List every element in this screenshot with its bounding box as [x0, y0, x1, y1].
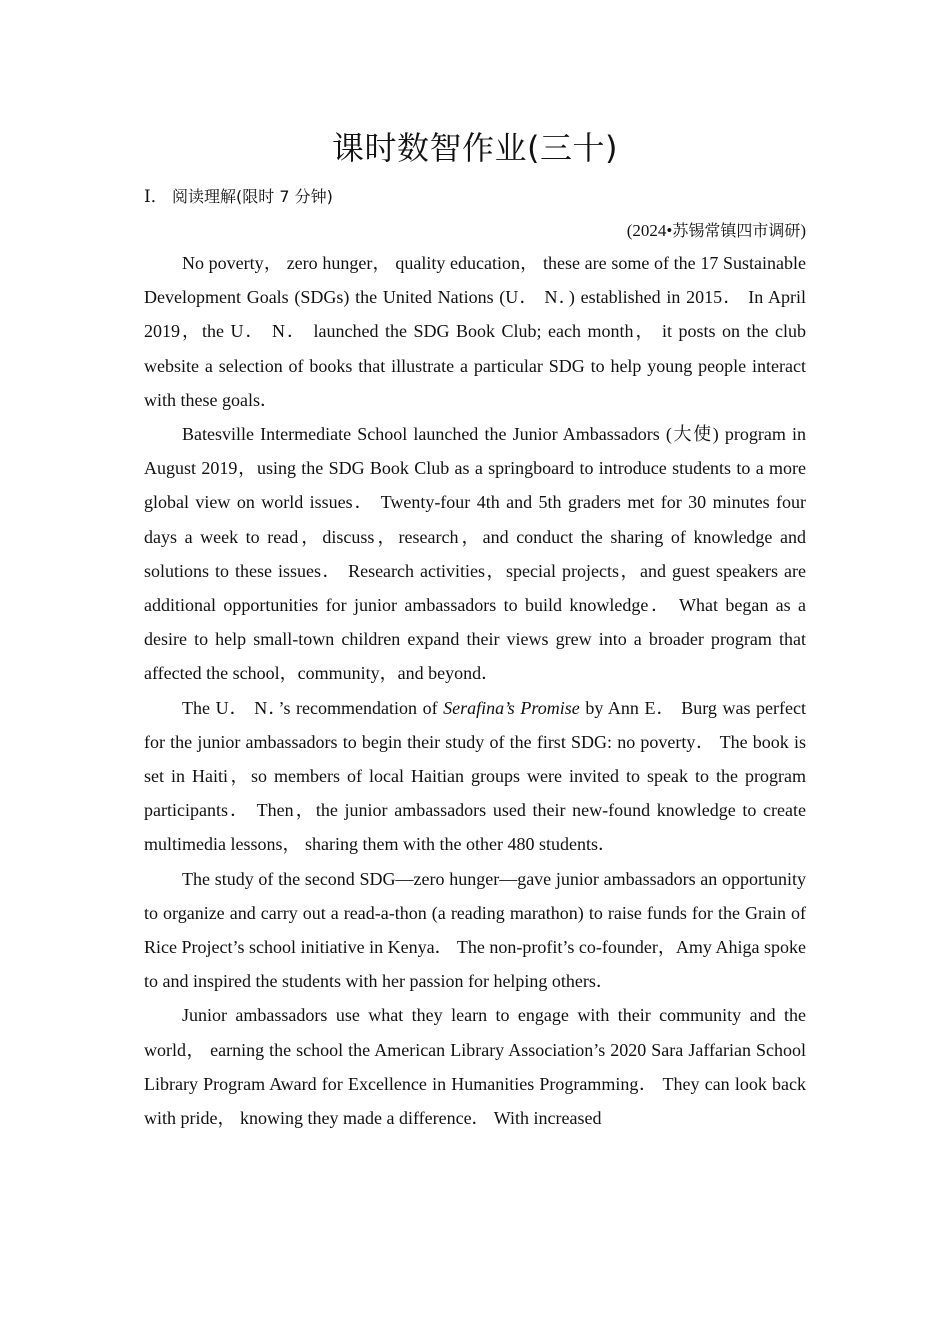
paragraph-1: No poverty， zero hunger， quality education， these are some of the 17 Sustainable Development Goals (SDGs) the United Nations (U． N．) established in 2015． In April 2019，the U． N． launched the SDG Book Club; each month， it posts on the club website a selection of books that illustrate a particular SDG to help young people interact with these goals．	[144, 253, 806, 410]
source-separator: •	[666, 221, 673, 240]
passage-source	[144, 218, 806, 244]
reading-passage	[144, 246, 806, 1135]
section-time-limit: (限时 7 分钟)	[235, 187, 333, 206]
section-number: Ⅰ．	[144, 187, 168, 206]
paragraph-5: Junior ambassadors use what they learn to engage with their community and the world， earning the school the American Library Association’s 2020 Sara Jaffarian School Library Program Award for Excellence in Humanities Programming． They can look back with pride， knowing they made a difference． With increased	[144, 1005, 806, 1129]
paragraph-4: The study of the second SDG—zero hunger—gave junior ambassadors an opportunity to organize and carry out a read-a-thon (a reading marathon) to raise funds for the Grain of Rice Project’s school initiative in Kenya． The non-profit’s co-founder，Amy Ahiga spoke to and inspired the students with her passion for helping others．	[144, 868, 806, 992]
section-heading	[144, 184, 806, 210]
worksheet-title: 课时数智作业(三十)	[332, 129, 618, 167]
source-name: 苏锡常镇四市调研	[672, 221, 801, 240]
source-year: (2024	[626, 221, 667, 240]
section-name: 阅读理解	[171, 187, 236, 206]
paragraph-3	[144, 691, 806, 862]
source-close: )	[800, 221, 806, 240]
paragraph-2: Batesville Intermediate School launched the Junior Ambassadors (大使) program in August 2019，using the SDG Book Club as a springboard to introduce students to a more global view on world issues． Twenty-four 4th and 5th graders met for 30 minutes four days a week to read，discuss，research，and conduct the sharing of knowledge and solutions to these issues． Research activities，special projects，and guest speakers are additional opportunities for junior ambassadors to build knowledge． What began as a desire to help small-town children expand their views grew into a broader program that affected the school，community，and beyond．	[144, 424, 806, 684]
paragraph-3-before: The U． N．’s recommendation of	[182, 697, 444, 718]
paragraph-3-after: by Ann E． Burg was perfect for the junior ambassadors to begin their study of the first SDG: no poverty． The book is set in Haiti，so members of local Haitian groups were invited to speak to the program participants． Then，the junior ambassadors used their new-found knowledge to create multimedia lessons， sharing them with the other 480 students．	[144, 697, 806, 855]
book-title: Serafina’s Promise	[443, 697, 580, 718]
worksheet-page	[144, 0, 806, 1135]
